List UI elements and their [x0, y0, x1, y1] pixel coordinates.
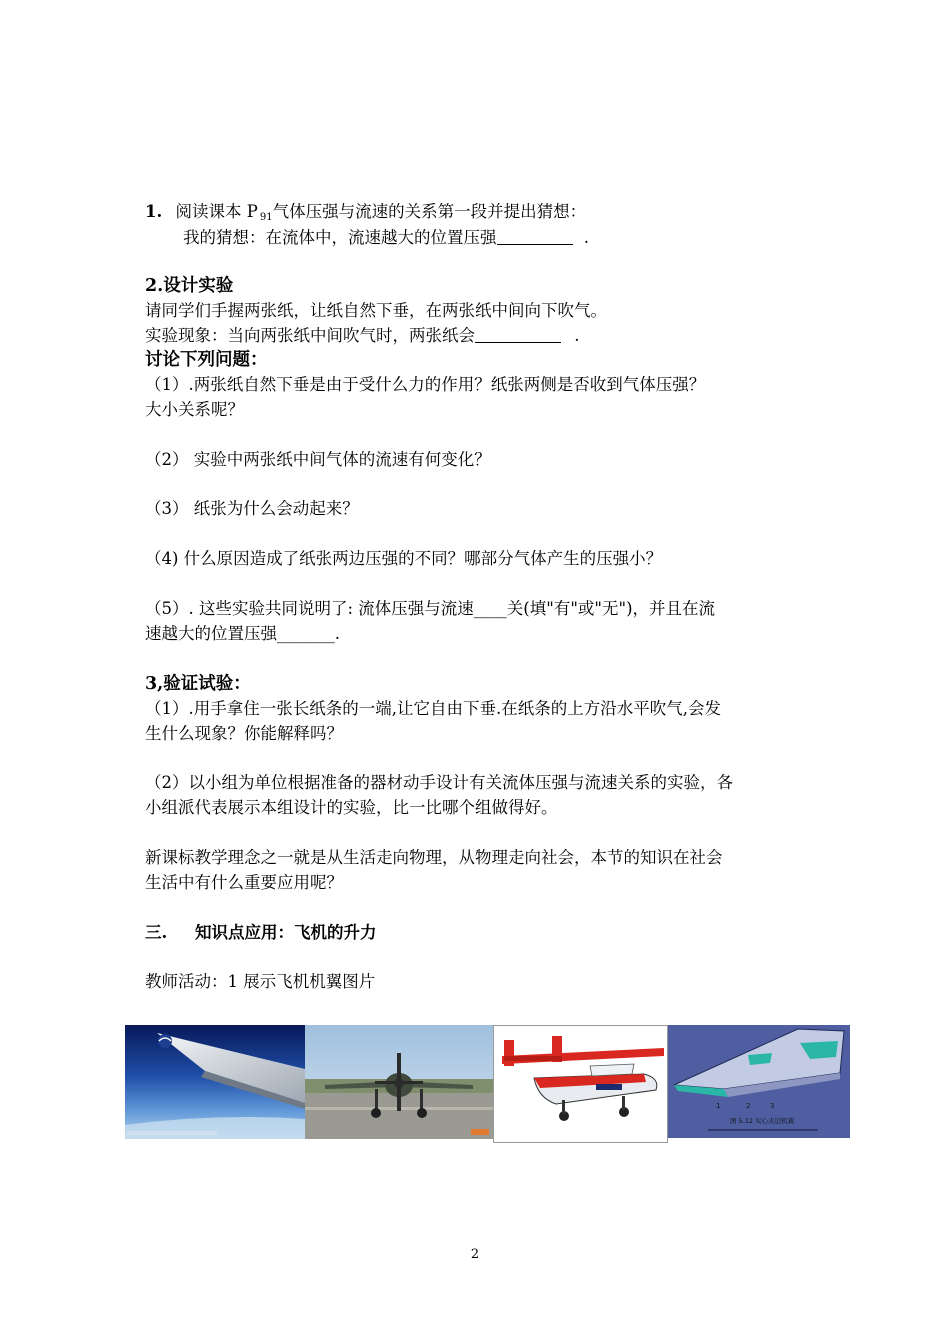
guess-blank	[497, 228, 573, 245]
section1-text-p: P	[246, 202, 258, 221]
question-3: （3） 纸张为什么会动起来？	[145, 499, 359, 518]
twin-boom-plane-drawing	[493, 1025, 668, 1143]
part3-heading	[145, 922, 377, 944]
question-1a: （1）.两张纸自然下垂是由于受什么力的作用？纸张两侧是否收到气体压强？	[145, 375, 706, 394]
q5-text-b: 关(填"有"或"无")，并且在流	[506, 599, 716, 618]
paragraph-a: 新课标教学理念之一就是从生活走向物理，从物理走向社会，本节的知识在社会	[145, 848, 723, 867]
part3-title: 知识点应用：飞机的升力	[195, 923, 377, 942]
diagram-caption: 图 5.12 实心夹层机翼	[730, 1117, 795, 1125]
guess-end: .	[583, 228, 589, 247]
section1-line	[145, 201, 586, 229]
q5-text-c: 速越大的位置压强	[145, 624, 277, 643]
phenomenon-end: .	[574, 326, 580, 345]
experiment-1a: （1）.用手拿住一张长纸条的一端,让它自由下垂.在纸条的上方沿水平吹气,会发	[145, 699, 721, 718]
wing-structure-diagram	[668, 1025, 850, 1138]
paragraph-b: 生活中有什么重要应用呢？	[145, 873, 343, 892]
section2-heading: 2.设计实验	[145, 276, 234, 296]
teacher-activity: 教师活动：1 展示飞机机翼图片	[145, 972, 376, 991]
section1-text-a: 阅读课本	[175, 202, 242, 221]
section2-line2	[145, 325, 580, 347]
guess-text: 我的猜想：在流体中，流速越大的位置压强	[183, 228, 497, 247]
page-number: 2	[470, 1247, 480, 1262]
question-4: （4) 什么原因造成了纸张两边压强的不同？哪部分气体产生的压强小？	[145, 549, 663, 568]
experiment-2a: （2）以小组为单位根据准备的器材动手设计有关流体压强与流速关系的实验，各	[145, 773, 733, 792]
section1-number: 1.	[145, 202, 163, 221]
q5-blank2: _______	[277, 624, 335, 643]
section1-text-b: 气体压强与流速的关系第一段并提出猜想：	[272, 202, 587, 221]
question-5b	[145, 623, 340, 645]
page-subscript: 91	[259, 212, 273, 223]
guess-line	[183, 227, 589, 249]
svg-text:1: 1	[716, 1102, 721, 1110]
part3-number: 三.	[145, 923, 168, 942]
svg-text:2: 2	[746, 1102, 751, 1110]
question-1b: 大小关系呢？	[145, 400, 244, 419]
section2-line1: 请同学们手握两张纸，让纸自然下垂，在两张纸中间向下吹气。	[145, 301, 607, 320]
q5-end: .	[334, 624, 340, 643]
phenomenon-text: 实验现象：当向两张纸中间吹气时，两张纸会	[145, 326, 475, 345]
discuss-heading: 讨论下列问题：	[145, 350, 268, 370]
question-5a	[145, 598, 715, 620]
q5-text-a: （5）. 这些实验共同说明了: 流体压强与流速	[145, 599, 474, 618]
phenomenon-blank	[475, 326, 561, 343]
q5-blank: ____	[473, 599, 507, 618]
experiment-1b: 生什么现象？你能解释吗？	[145, 724, 343, 743]
section3-heading: 3,验证试验：	[145, 674, 251, 694]
question-2: （2） 实验中两张纸中间气体的流速有何变化？	[145, 450, 491, 469]
propeller-plane-photo	[305, 1025, 493, 1139]
svg-text:3: 3	[770, 1102, 775, 1110]
experiment-2b: 小组派代表展示本组设计的实验，比一比哪个组做得好。	[145, 798, 558, 817]
wing-sky-photo	[125, 1025, 305, 1139]
